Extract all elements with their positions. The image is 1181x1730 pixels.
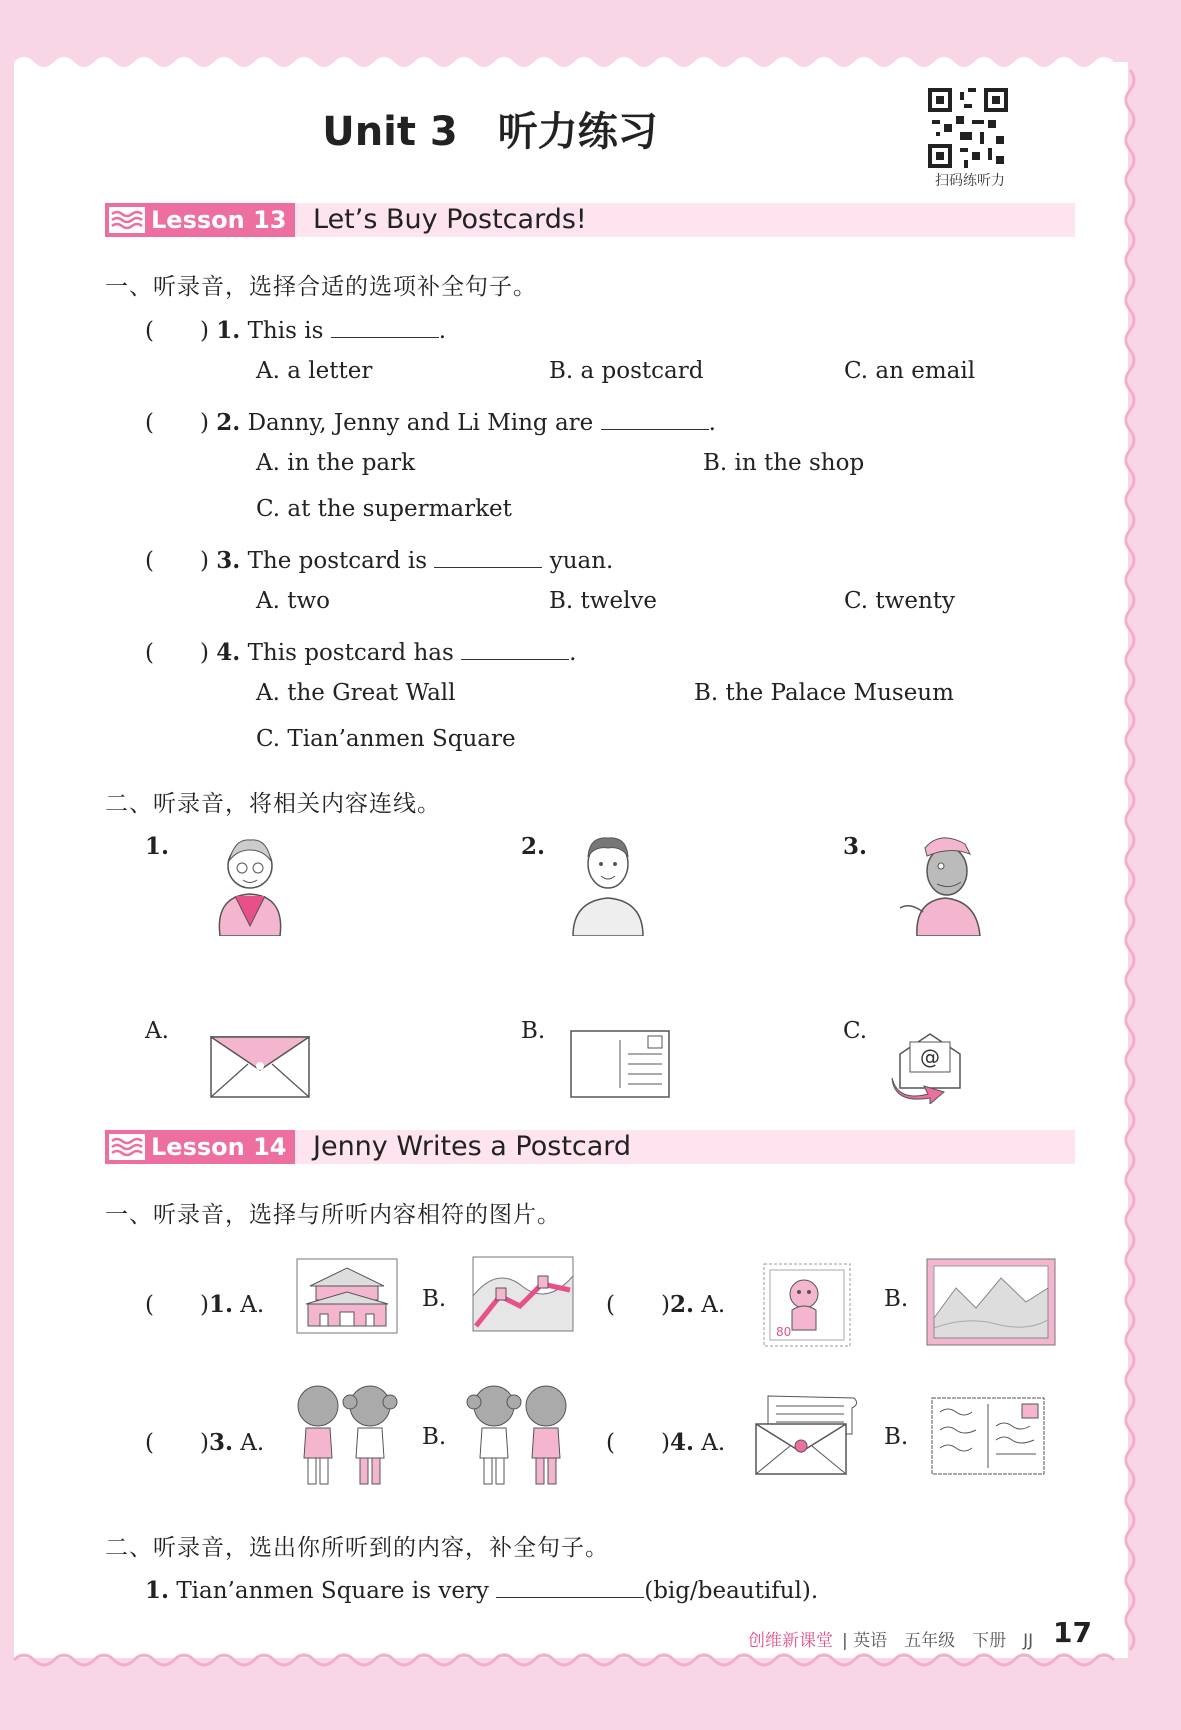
option-b-label: B. [422,1286,447,1312]
question-number: 4. [669,1429,694,1456]
question-tail: . [708,410,716,436]
lesson-13-header [105,203,1075,237]
option-a: A. a letter [256,358,373,384]
waves-icon [109,207,145,233]
option-b: B. in the shop [703,450,865,476]
question-3 [145,542,613,575]
great-wall-picture[interactable] [472,1256,574,1332]
tiananmen-picture[interactable] [296,1258,398,1334]
question-number: 3. [208,1429,233,1456]
sealed-letter-picture[interactable] [754,1394,860,1476]
l14-part2-heading: 二、听录音，选出你所听到的内容，补全句子。 [105,1535,609,1561]
l14-part1-heading: 一、听录音，选择与所听内容相符的图片。 [105,1202,561,1228]
question-tail: yuan. [549,548,614,574]
question-number: 4. [216,639,241,666]
grandma-picture[interactable] [205,826,295,936]
option-b-label: B. [422,1424,447,1450]
answer-paren[interactable]: ( ) [606,1430,670,1456]
option-a-label: A. [701,1430,726,1456]
person-2-label: 2. [521,833,546,860]
option-c: C. Tian’anmen Square [256,726,516,752]
picture-question-4 [606,1424,725,1457]
question-number: 1. [216,317,241,344]
svg-text:@: @ [920,1045,940,1069]
qr-caption: 扫码练听力 [935,173,1005,189]
waves-icon [109,1134,145,1160]
question-stem: This postcard has [247,640,454,666]
dinosaur-picture[interactable] [895,826,990,936]
l13-part2-heading: 二、听录音，将相关内容连线。 [105,791,441,817]
question-tail: (big/beautiful). [644,1578,819,1604]
option-c: C. at the supermarket [256,496,512,522]
answer-blank[interactable] [331,315,439,338]
question-2 [145,404,716,437]
fill-question-1 [145,1575,818,1604]
person-3-label: 3. [843,833,868,860]
lesson-14-header [105,1130,1075,1164]
lesson-14-badge [105,1130,295,1164]
answer-blank[interactable] [496,1575,644,1598]
letter-envelope-picture[interactable] [210,1036,310,1098]
two-girls-picture-a[interactable] [292,1384,398,1488]
qr-code-icon[interactable] [928,88,1008,168]
item-a-label: A. [145,1018,169,1044]
item-c-label: C. [843,1018,868,1044]
l13-part1-heading: 一、听录音，选择合适的选项补全句子。 [105,274,537,300]
answer-paren[interactable]: ( ) [606,1292,670,1318]
question-number: 2. [216,409,241,436]
question-number: 1. [208,1291,233,1318]
answer-blank[interactable] [434,545,542,568]
footer-brand: 创维新课堂 [748,1631,833,1651]
landscape-postcard-picture[interactable] [926,1258,1056,1346]
option-c: C. twenty [844,588,955,614]
question-4 [145,634,576,667]
stamp-picture[interactable] [762,1262,852,1348]
option-a-label: A. [701,1292,726,1318]
answer-blank[interactable] [461,637,569,660]
option-a-label: A. [240,1292,265,1318]
email-picture[interactable] [888,1028,966,1104]
option-a: A. two [256,588,331,614]
written-postcard-picture[interactable] [930,1396,1046,1476]
question-1 [145,312,446,345]
option-b: B. the Palace Museum [694,680,954,706]
option-a-label: A. [240,1430,265,1456]
lesson-13-badge-label: Lesson 13 [151,206,287,234]
option-b-label: B. [884,1286,909,1312]
postcard-picture[interactable] [570,1030,670,1098]
question-stem: Danny, Jenny and Li Ming are [247,410,594,436]
answer-paren[interactable]: ( ) [145,548,209,574]
question-stem: Tian’anmen Square is very [176,1578,489,1604]
page-title: Unit 3 听力练习 [322,109,658,155]
lesson-13-title: Let’s Buy Postcards! [313,204,587,235]
option-a: A. in the park [256,450,416,476]
question-stem: The postcard is [247,548,428,574]
answer-blank[interactable] [601,407,709,430]
answer-paren[interactable]: ( ) [145,410,209,436]
picture-question-1 [145,1286,264,1319]
answer-paren[interactable]: ( ) [145,640,209,666]
item-b-label: B. [521,1018,546,1044]
lesson-13-badge [105,203,295,237]
question-tail: . [438,318,447,344]
answer-paren[interactable]: ( ) [145,1430,209,1456]
lesson-14-badge-label: Lesson 14 [151,1133,287,1161]
option-b: B. a postcard [549,358,704,384]
man-picture[interactable] [568,826,648,936]
question-stem: This is [247,318,324,344]
answer-paren[interactable]: ( ) [145,1292,209,1318]
question-number: 3. [216,547,241,574]
two-girls-picture-b[interactable] [466,1384,572,1488]
lesson-14-title: Jenny Writes a Postcard [313,1131,632,1162]
option-b: B. twelve [549,588,658,614]
option-b-label: B. [884,1424,909,1450]
person-1-label: 1. [145,833,170,860]
option-a: A. the Great Wall [256,680,456,706]
option-c: C. an email [844,358,976,384]
footer-subject: | 英语 五年级 下册 JJ [842,1631,1034,1651]
question-tail: . [569,640,577,666]
question-number: 1. [145,1577,170,1604]
answer-paren[interactable]: ( ) [145,318,209,344]
svg-text:80: 80 [776,1325,792,1339]
question-number: 2. [669,1291,694,1318]
picture-question-2 [606,1286,725,1319]
picture-question-3 [145,1424,264,1457]
page-number: 17 [1053,1616,1092,1649]
